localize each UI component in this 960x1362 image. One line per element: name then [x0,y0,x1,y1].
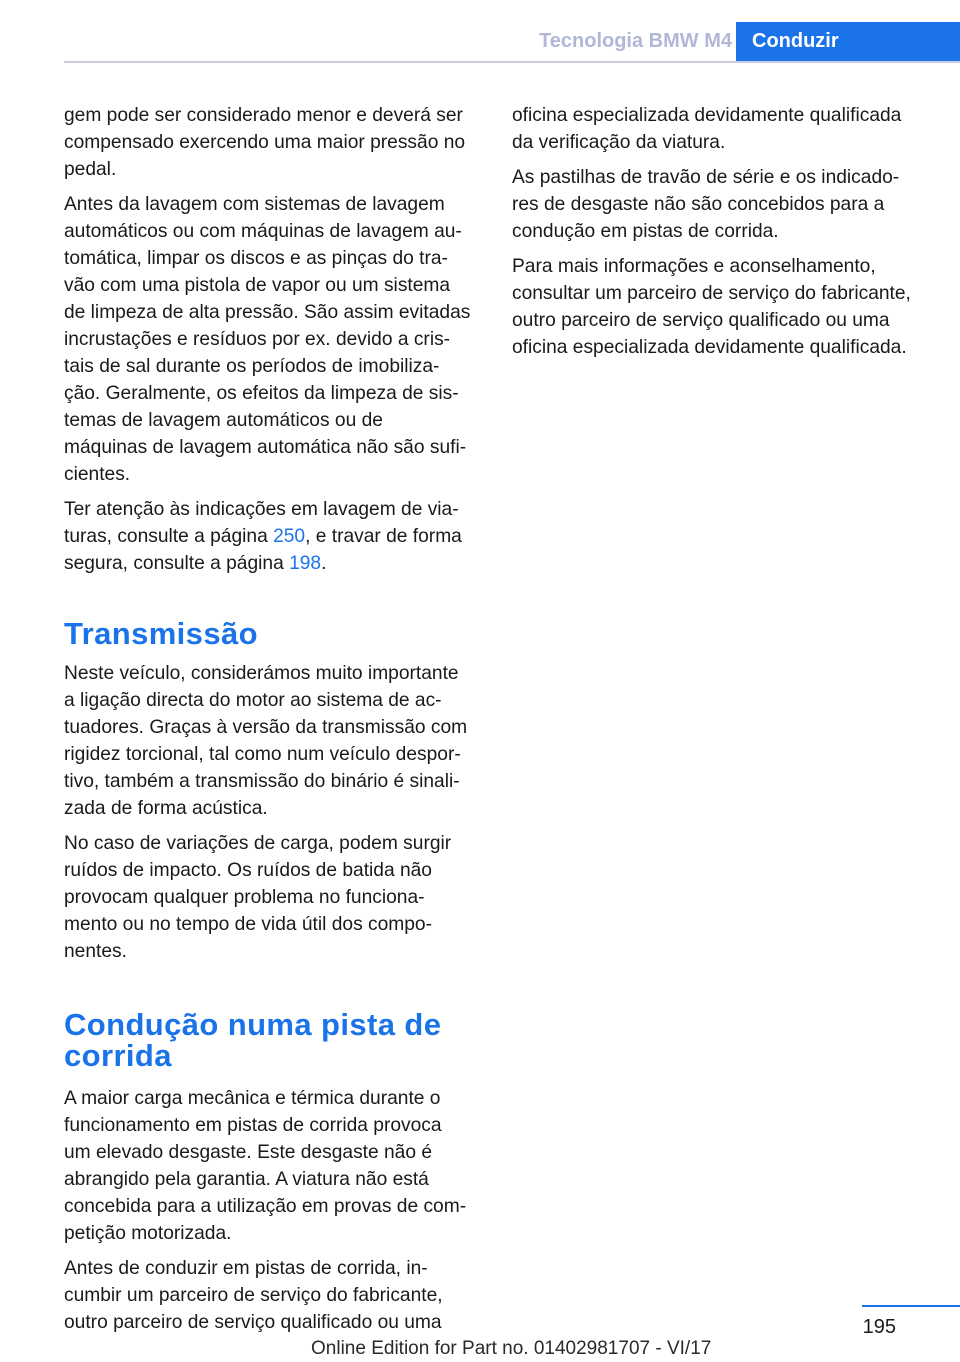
text-line: ruídos de impacto. Os ruídos de batida não [64,860,432,881]
paragraph-workshop-check [512,102,934,156]
text-line: ção. Geralmente, os efeitos da limpeza de sis‐ [64,383,459,404]
text-line: Antes da lavagem com sistemas de lavagem [64,194,445,215]
header-rule [64,61,960,63]
heading-line: Condução numa pista de [64,1007,442,1042]
text-line: cumbir um parceiro de serviço do fabricante, [64,1285,443,1306]
text-line: As pastilhas de travão de série e os indicado‐ [512,167,900,188]
text-line: vão com uma pistola de vapor ou um sistema [64,275,451,296]
text-line: res de desgaste não são concebidos para a [512,194,885,215]
paragraph-race-track-service [64,1255,482,1336]
text-line: consultar um parceiro de serviço do fabricante, [512,283,911,304]
page-number: 195 [862,1316,896,1338]
paragraph-more-info [512,253,934,361]
text-line: A maior carga mecânica e térmica durante o [64,1088,441,1109]
paragraph-load-noise [64,830,482,965]
text-line: Ter atenção às indicações em lavagem de via‐ [64,499,459,520]
text-line: Para mais informações e aconselhamento, [512,256,876,277]
right-column [512,102,934,369]
text-line: de limpeza de alta pressão. São assim evitadas [64,302,471,323]
text-line: provocam qualquer problema no funciona‐ [64,887,425,908]
text-line: concebida para a utilização em provas de com‐ [64,1196,467,1217]
footer-edition: Online Edition for Part no. 01402981707 - VI/17 [311,1338,712,1359]
heading-race-track [64,973,482,1085]
text-line: mento ou no tempo de vida útil dos compo‐ [64,914,432,935]
text-line: compensado exercendo uma maior pressão no [64,132,466,153]
paragraph-car-wash [64,191,482,488]
paragraph-cross-references [64,496,482,577]
text-line: automáticos ou com máquinas de lavagem au‐ [64,221,462,242]
text-line: turas, consulte a página 250, e travar de forma [64,526,462,547]
text-line: outro parceiro de serviço qualificado ou uma [512,310,890,331]
text-line: petição motorizada. [64,1223,232,1244]
text-line: condução em pistas de corrida. [512,221,779,242]
text-line: nentes. [64,941,127,962]
paragraph-race-track-wear [64,1085,482,1247]
text-line: No caso de variações de carga, podem surgir [64,833,452,854]
text-line: Neste veículo, considerámos muito importante [64,663,459,684]
paragraph-transmission [64,660,482,822]
text-line: oficina especializada devidamente qualificada [512,105,902,126]
header-section-title: Tecnologia BMW M4 [539,30,732,52]
text-line: abrangido pela garantia. A viatura não está [64,1169,429,1190]
text-line: incrustações e resíduos por ex. devido a cris‐ [64,329,451,350]
header-chapter-tab: Conduzir [736,22,960,63]
left-column [64,102,482,1344]
text-line: temas de lavagem automáticos ou de [64,410,383,431]
text-line: tomática, limpar os discos e as pinças do tra‐ [64,248,448,269]
text-line: rigidez torcional, tal como num veículo despor‐ [64,744,461,765]
text-line: oficina especializada devidamente qualificada. [512,337,907,358]
text-line: tais de sal durante os períodos de imobiliza‐ [64,356,440,377]
text-line: máquinas de lavagem automática não são sufi‐ [64,437,467,458]
text-line: funcionamento em pistas de corrida provoca [64,1115,442,1136]
text-line: segura, consulte a página 198. [64,553,327,574]
text-line: zada de forma acústica. [64,798,268,819]
text-line: Antes de conduzir em pistas de corrida, in‐ [64,1258,428,1279]
heading-transmission: Transmissão [64,616,258,651]
text-line: um elevado desgaste. Este desgaste não é [64,1142,433,1163]
heading-line: corrida [64,1038,172,1073]
footer-rule [862,1305,960,1307]
page-link-250[interactable]: 250 [273,526,306,547]
text-line: cientes. [64,464,131,485]
text-line: tuadores. Graças à versão da transmissão com [64,717,468,738]
text-line: da verificação da viatura. [512,132,726,153]
text-line: pedal. [64,159,117,180]
text-line: tivo, também a transmissão do binário é sinali‐ [64,771,460,792]
page-link-198[interactable]: 198 [289,553,322,574]
paragraph-brake-pressure [64,102,482,183]
text-line: outro parceiro de serviço qualificado ou uma [64,1312,442,1333]
text-line: gem pode ser considerado menor e deverá ser [64,105,463,126]
text-line: a ligação directa do motor ao sistema de ac‐ [64,690,442,711]
paragraph-brake-pads [512,164,934,245]
